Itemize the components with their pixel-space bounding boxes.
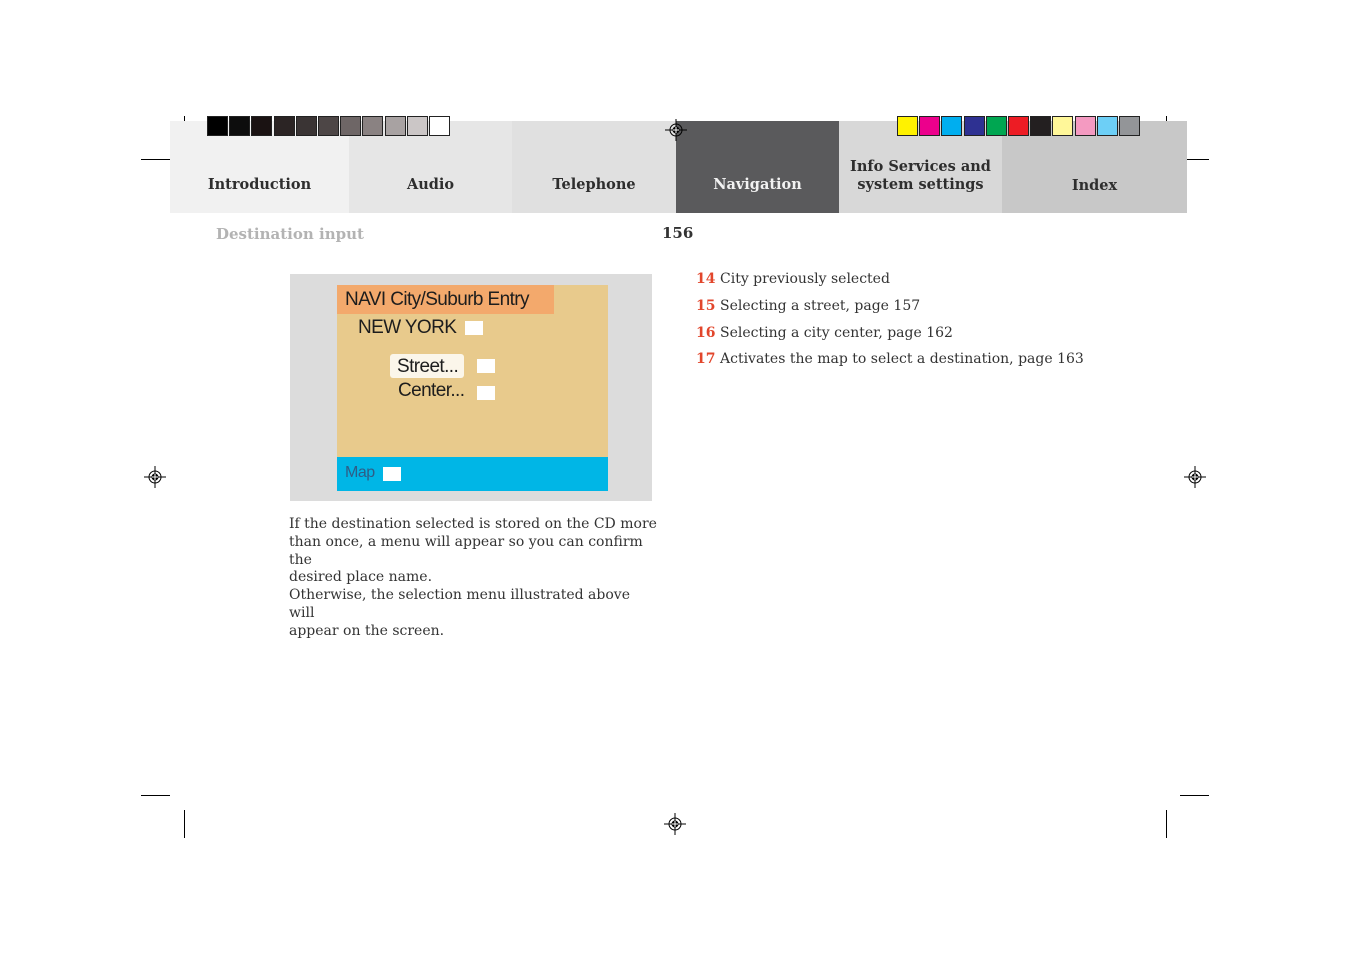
color-swatch — [251, 116, 272, 136]
callout-legend — [696, 270, 1084, 377]
color-swatch — [1097, 116, 1118, 136]
caption-line: desired place name. — [289, 569, 433, 586]
screen-title: NAVI City/Suburb Entry — [337, 285, 554, 314]
legend-number: 16 — [696, 324, 716, 341]
color-swatch — [1008, 116, 1029, 136]
color-swatch — [207, 116, 228, 136]
crop-mark — [141, 159, 170, 160]
color-swatch — [362, 116, 383, 136]
color-swatch — [964, 116, 985, 136]
color-swatch — [919, 116, 940, 136]
color-swatch — [1119, 116, 1140, 136]
tab-telephone[interactable]: Telephone — [512, 121, 676, 213]
crop-mark — [1180, 795, 1209, 796]
tab-index[interactable]: Index — [1002, 121, 1187, 213]
map-option: Map — [345, 464, 375, 481]
registration-mark-icon — [664, 813, 686, 835]
caption-line: appear on the screen. — [289, 622, 445, 639]
legend-text: Selecting a street, page 157 — [720, 297, 921, 314]
legend-text: Selecting a city center, page 162 — [720, 324, 953, 341]
color-swatch — [407, 116, 428, 136]
color-swatch — [941, 116, 962, 136]
tab-introduction[interactable]: Introduction — [170, 121, 349, 213]
color-swatch — [229, 116, 250, 136]
caption-line: Otherwise, the selection menu illustrated above will — [289, 587, 630, 621]
map-bar — [337, 457, 608, 491]
legend-text: Activates the map to select a destination, page 163 — [720, 351, 1084, 368]
tab-audio[interactable]: Audio — [349, 121, 512, 213]
caption-line: If the destination selected is stored on the CD more — [289, 516, 657, 532]
color-swatch — [296, 116, 317, 136]
page-number: 156 — [662, 224, 694, 242]
tab-navigation[interactable]: Navigation — [676, 121, 839, 213]
color-swatch — [1075, 116, 1096, 136]
registration-mark-icon — [1184, 466, 1206, 488]
legend-item — [696, 270, 1084, 297]
tab-info-services[interactable]: Info Services and system settings — [839, 121, 1002, 213]
caption-line: than once, a menu will appear so you can confirm the — [289, 533, 643, 568]
callout-marker — [383, 467, 401, 481]
registration-mark-icon — [144, 466, 166, 488]
street-option: Street... — [390, 354, 464, 378]
legend-item — [696, 297, 1084, 324]
crop-mark — [184, 810, 185, 838]
caption-text — [289, 516, 659, 641]
color-swatch — [986, 116, 1007, 136]
callout-marker — [477, 359, 495, 373]
color-swatch — [429, 116, 450, 136]
color-swatch — [1052, 116, 1073, 136]
callout-marker — [477, 386, 495, 400]
color-swatch — [340, 116, 361, 136]
legend-item — [696, 350, 1084, 377]
crop-mark — [1166, 810, 1167, 838]
color-swatch — [897, 116, 918, 136]
registration-mark-icon — [665, 119, 687, 141]
crop-mark — [141, 795, 170, 796]
legend-number: 17 — [696, 351, 716, 368]
callout-marker — [465, 321, 483, 335]
color-swatch — [274, 116, 295, 136]
screen-city: NEW YORK — [358, 317, 457, 338]
legend-item — [696, 324, 1084, 351]
center-option: Center... — [398, 380, 465, 401]
navi-screen — [337, 285, 608, 491]
legend-text: City previously selected — [720, 271, 890, 287]
section-title: Destination input — [216, 225, 364, 243]
legend-number: 14 — [696, 271, 716, 287]
color-swatch — [1030, 116, 1051, 136]
color-swatch — [318, 116, 339, 136]
legend-number: 15 — [696, 297, 716, 314]
color-swatch — [385, 116, 406, 136]
